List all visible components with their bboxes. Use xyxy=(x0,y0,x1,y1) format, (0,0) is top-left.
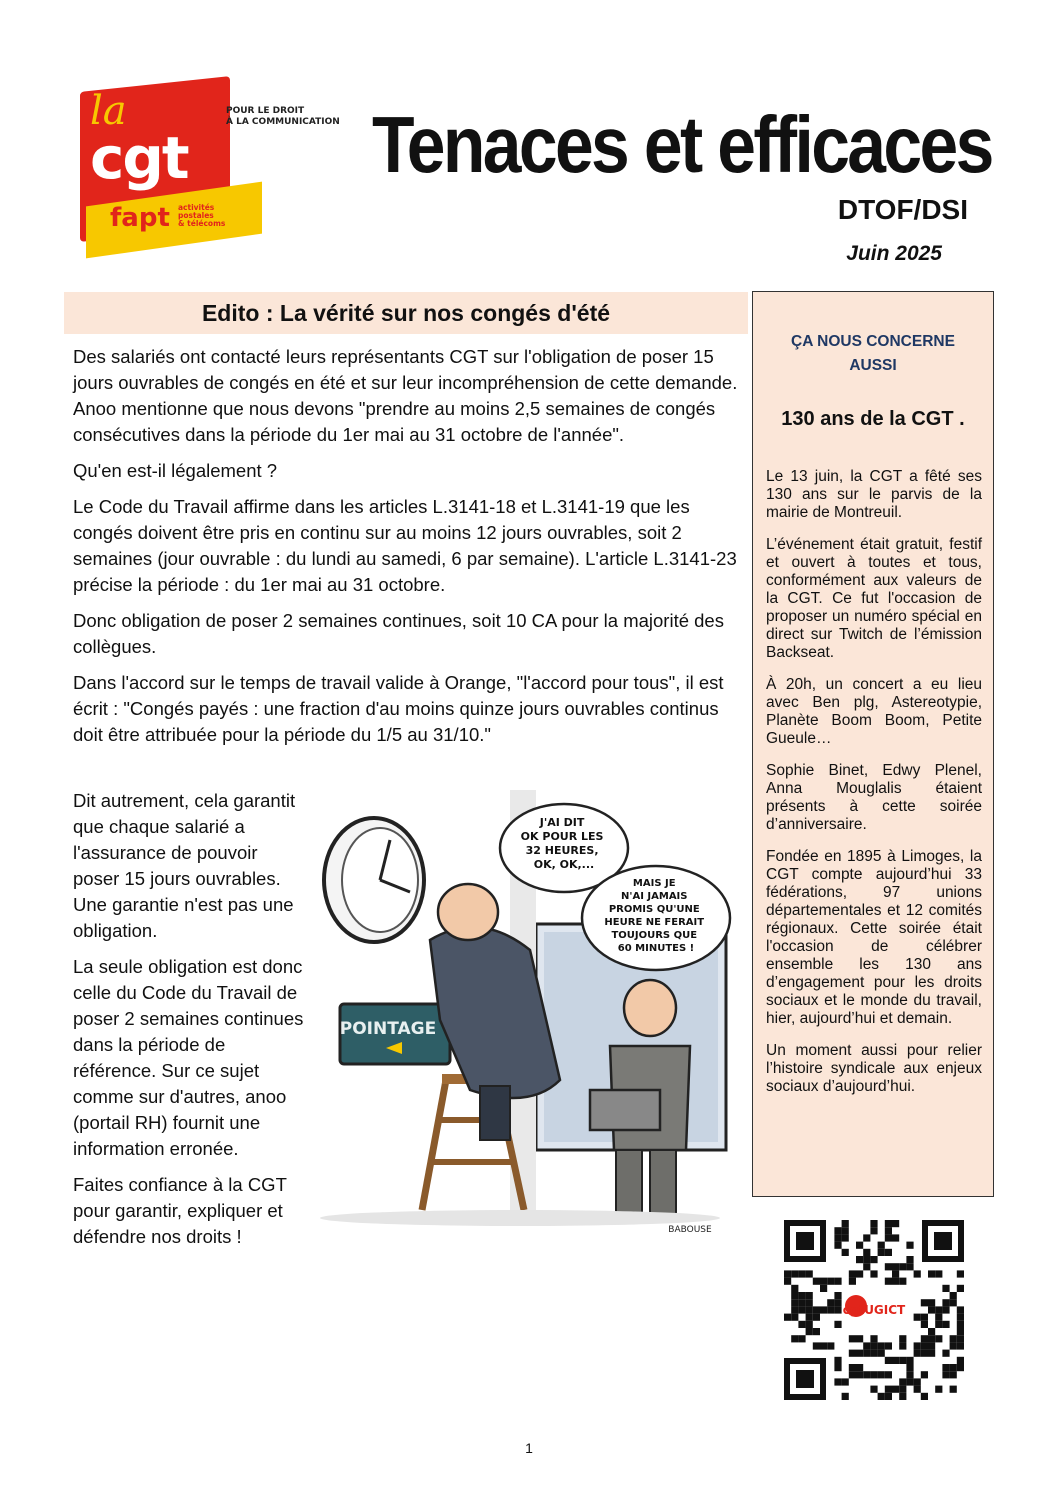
cartoon-man-1-head xyxy=(438,884,498,940)
logo-small-line: postales xyxy=(178,211,214,220)
edito-title: Edito : La vérité sur nos congés d'été xyxy=(201,300,611,326)
edito-body xyxy=(73,344,741,758)
bubble2-line: N'AI JAMAIS xyxy=(621,891,688,902)
sidebar-paragraph: L’événement était gratuit, festif et ouvert à toutes et tous, conformément aux valeurs de la CGT. Ce fut l'occasion de proposer un numéro spécial en direct sur Twitch de l’émission Backseat. xyxy=(766,536,982,661)
logo-tagline-line: POUR LE DROIT xyxy=(226,106,305,116)
edito-paragraph: Qu'en est-il légalement ? xyxy=(73,460,278,481)
edito-paragraph: Donc obligation de poser 2 semaines continues, soit 10 CA pour la majorité des collègues. xyxy=(73,610,724,657)
bubble2-line: PROMIS QU'UNE xyxy=(608,904,700,915)
sidebar-paragraph: À 20h, un concert a eu lieu avec Ben plg, Astereotypie, Planète Boom Boom, Petite Gueule… xyxy=(766,676,982,747)
cartoon-signature: BABOUSE xyxy=(668,1225,712,1235)
cartoon-man-2-head xyxy=(624,980,676,1036)
sidebar-title: 130 ans de la CGT . xyxy=(781,408,965,430)
edito-paragraph: Dit autrement, cela garantit que chaque salarié a l'assurance de pouvoir poser 15 jours ouvrables. Une garantie n'est pas une obligation. xyxy=(73,790,296,941)
bubble2-line: MAIS JE xyxy=(632,878,676,889)
bubble1-line: 32 HEURES, xyxy=(525,844,599,857)
sidebar-paragraph: Fondée en 1895 à Limoges, la CGT compte aujourd’hui 33 fédérations, 97 unions départementales et 12 comités régionaux. Cette soirée était l'occasion de célébrer ensemble les 130 ans d’engagement pour les droits sociaux et le monde du travail, hier, aujourd’hui et demain. xyxy=(766,848,982,1027)
issue-date: Juin 2025 xyxy=(846,242,942,265)
logo-small-line: activités xyxy=(178,203,215,212)
edito-paragraph: Faites confiance à la CGT pour garantir, expliquer et défendre nos droits ! xyxy=(73,1174,287,1247)
cartoon-toolbox xyxy=(590,1090,660,1130)
bubble2-line: 60 MINUTES ! xyxy=(617,943,695,954)
sidebar-kicker-line: ÇA NOUS CONCERNE xyxy=(791,333,955,350)
logo-small-text xyxy=(178,204,238,228)
pointage-sign-text: POINTAGE xyxy=(339,1019,437,1039)
logo-tagline-line: À LA COMMUNICATION xyxy=(226,117,340,127)
cartoon-illustration xyxy=(310,790,734,1236)
bubble2-line: TOUJOURS QUE xyxy=(611,930,698,941)
sidebar-kicker-line: AUSSI xyxy=(849,357,897,374)
edito-paragraph: La seule obligation est donc celle du Code du Travail de poser 2 semaines continues dans la période de référence. Sur ce sujet comme sur d'autres, anoo (portail RH) fournit une information erronée. xyxy=(73,956,304,1159)
logo-la: la xyxy=(90,88,127,134)
page-number: 1 xyxy=(525,1440,533,1456)
logo-fapt: fapt xyxy=(110,203,170,233)
newsletter-subtitle: DTOF/DSI xyxy=(837,194,968,225)
edito-paragraph: Dans l'accord sur le temps de travail valide à Orange, "l'accord pour tous", il est écrit : "Congés payés : une fraction d'au moins quinze jours ouvrables continus doit être attribuée pour la période du 1/5 au 31/10." xyxy=(73,672,724,745)
cartoon-man-1-legs xyxy=(480,1086,510,1140)
cgt-fapt-logo xyxy=(80,76,342,258)
newsletter-title: Tenaces et efficaces xyxy=(372,100,992,189)
logo-tagline xyxy=(226,106,346,128)
sidebar-paragraph: Le 13 juin, la CGT a fêté ses 130 ans sur le parvis de la mairie de Montreuil. xyxy=(766,468,982,521)
sidebar-body xyxy=(766,468,982,1110)
logo-small-line: & télécoms xyxy=(178,219,226,228)
edito-paragraph: Des salariés ont contacté leurs représentants CGT sur l'obligation de poser 15 jours ouvrables de congés en été et sur leur incompréhension de cette demande. Anoo mentionne que nous devons "prendre au moins 2,5 semaines de congés consécutives dans la période du 1er mai au 31 octobre de l'année". xyxy=(73,346,738,445)
qr-badge-text: cgtUGICT xyxy=(842,1303,906,1317)
logo-cgt: cgt xyxy=(90,124,188,192)
sidebar-paragraph: Un moment aussi pour relier l’histoire syndicale aux enjeux sociaux d’aujourd’hui. xyxy=(766,1042,982,1095)
bubble2-line: HEURE NE FERAIT xyxy=(604,917,705,928)
edito-paragraph: Le Code du Travail affirme dans les articles L.3141-18 et L.3141-19 que les congés doivent être pris en continu sur au moins 12 jours ouvrables, soit 2 semaines (jour ouvrable : du lundi au samedi, 6 par semaine). L'article L.3141-23 précise la période : du 1er mai au 31 octobre. xyxy=(73,496,737,595)
bubble1-line: OK POUR LES xyxy=(520,830,604,843)
bubble1-line: OK, OK,... xyxy=(533,858,595,871)
bubble1-line: J'AI DIT xyxy=(539,816,585,829)
sidebar-kicker xyxy=(772,330,974,378)
qr-code[interactable] xyxy=(782,1218,966,1402)
edito-narrow-column xyxy=(73,788,305,1260)
sidebar-paragraph: Sophie Binet, Edwy Plenel, Anna Mouglalis étaient présents à cette soirée d’anniversaire. xyxy=(766,762,982,833)
